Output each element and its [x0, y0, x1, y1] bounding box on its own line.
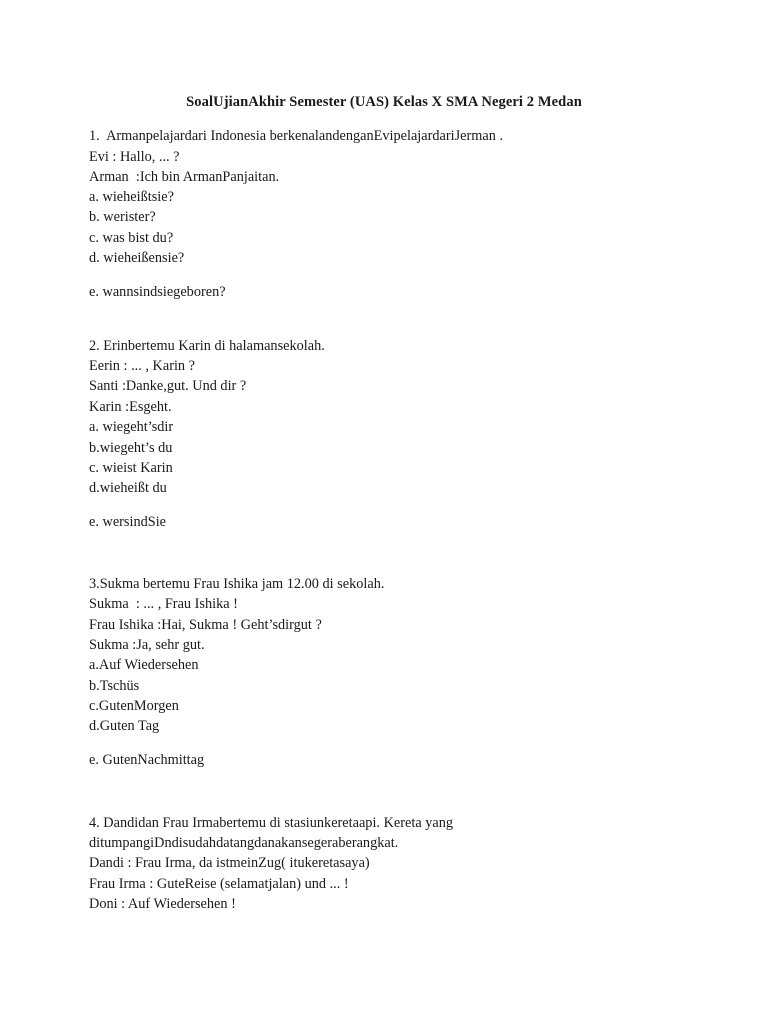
question-4-dialogue-line: Frau Irma : GuteReise (selamatjalan) und ... !	[89, 876, 349, 892]
question-1-option-b: b. werister?	[89, 209, 156, 225]
question-4-prompt: 4. Dandidan Frau Irmabertemu di stasiunkeretaapi. Kereta yang	[89, 815, 454, 831]
question-1-option-e: e. wannsindsiegeboren?	[89, 284, 226, 300]
question-1-dialogue-line: Arman :Ich bin ArmanPanjaitan.	[89, 169, 280, 185]
question-3-prompt: 3.Sukma bertemu Frau Ishika jam 12.00 di sekolah.	[89, 576, 385, 592]
question-2-option-b: b.wiegeht’s du	[89, 440, 173, 456]
question-1-dialogue-line: Evi : Hallo, ... ?	[89, 149, 180, 165]
question-1-option-d: d. wieheißensie?	[89, 250, 185, 266]
question-3-dialogue-line: Frau Ishika :Hai, Sukma ! Geht’sdirgut ?	[89, 617, 322, 633]
document-title: SoalUjianAkhir Semester (UAS) Kelas X SMA Negeri 2 Medan	[186, 94, 582, 110]
question-2-option-a: a. wiegeht’sdir	[89, 419, 174, 435]
question-2-option-c: c. wieist Karin	[89, 460, 173, 476]
question-2-dialogue-line: Karin :Esgeht.	[89, 399, 172, 415]
question-2-dialogue-line: Eerin : ... , Karin ?	[89, 358, 195, 374]
question-3-dialogue-line: Sukma :Ja, sehr gut.	[89, 637, 205, 653]
question-3-dialogue-line: Sukma : ... , Frau Ishika !	[89, 596, 238, 612]
question-2-prompt: 2. Erinbertemu Karin di halamansekolah.	[89, 338, 325, 354]
question-4-dialogue-line: Doni : Auf Wiedersehen !	[89, 896, 236, 912]
question-3-option-b: b.Tschüs	[89, 678, 140, 694]
question-1-option-c: c. was bist du?	[89, 230, 174, 246]
question-3-option-d: d.Guten Tag	[89, 718, 160, 734]
question-2-option-e: e. wersindSie	[89, 514, 167, 530]
question-3-option-a: a.Auf Wiedersehen	[89, 657, 199, 673]
question-1-prompt: 1. Armanpelajardari Indonesia berkenalandenganEvipelajardariJerman .	[89, 128, 504, 144]
question-3-option-c: c.GutenMorgen	[89, 698, 179, 714]
question-2-dialogue-line: Santi :Danke,gut. Und dir ?	[89, 378, 247, 394]
question-4-prompt-continued: ditumpangiDndisudahdatangdanakansegeraberangkat.	[89, 835, 399, 851]
question-4-dialogue-line: Dandi : Frau Irma, da istmeinZug( itukeretasaya)	[89, 855, 370, 871]
question-2-option-d: d.wieheißt du	[89, 480, 167, 496]
question-1-option-a: a. wieheißtsie?	[89, 189, 174, 205]
question-3-option-e: e. GutenNachmittag	[89, 752, 205, 768]
